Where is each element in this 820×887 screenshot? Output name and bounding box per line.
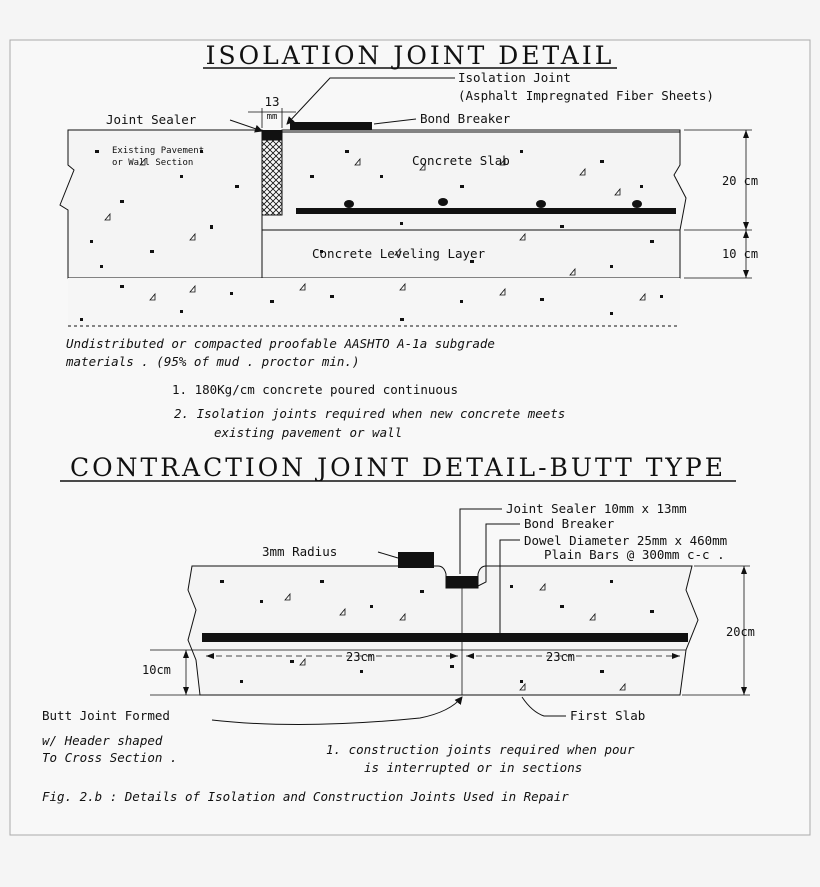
rebar-dot bbox=[632, 200, 642, 208]
dim-23cm-right: 23cm bbox=[546, 650, 575, 664]
dim-10cm-label: 10 cm bbox=[722, 247, 759, 261]
joint-sealer-2-label: Joint Sealer 10mm x 13mm bbox=[506, 501, 687, 516]
isolation-joint-label: Isolation Joint bbox=[458, 70, 571, 85]
joint-sealer-label: Joint Sealer bbox=[106, 112, 197, 127]
reinforcement-bar bbox=[296, 208, 676, 214]
rebar-dot bbox=[536, 200, 546, 208]
bond-breaker-label: Bond Breaker bbox=[420, 111, 511, 126]
concrete-slab-label: Concrete Slab bbox=[412, 153, 510, 168]
dim-20cm-label: 20 cm bbox=[722, 174, 759, 188]
dim-13-value: 13 bbox=[264, 94, 280, 109]
radius-block bbox=[398, 552, 434, 568]
concrete-slab bbox=[262, 130, 686, 230]
dowel-bar bbox=[202, 633, 688, 642]
subgrade-note-line1: Undistributed or compacted proofable AASHTO A-1a subgrade bbox=[66, 336, 495, 351]
isolation-note1: 1. 180Kg/cm concrete poured continuous bbox=[172, 382, 458, 397]
contraction-slab bbox=[188, 566, 698, 695]
contraction-title: CONTRACTION JOINT DETAIL-BUTT TYPE bbox=[70, 453, 726, 482]
contraction-note-line1: 1. construction joints required when pour bbox=[326, 742, 635, 757]
isolation-note2-line2: existing pavement or wall bbox=[214, 425, 403, 440]
joint-sealer-block-2 bbox=[446, 576, 478, 588]
isolation-note2-line1: 2. Isolation joints required when new concrete meets bbox=[174, 406, 566, 421]
joint-sealer-block bbox=[262, 130, 282, 140]
contraction-note-line2: is interrupted or in sections bbox=[364, 760, 583, 775]
subgrade-layer bbox=[68, 278, 680, 326]
first-slab-label: First Slab bbox=[570, 708, 646, 723]
dim-contraction-20cm-label: 20cm bbox=[726, 625, 755, 639]
butt-joint-label-line2: w/ Header shaped bbox=[42, 733, 163, 748]
butt-joint-label-line3: To Cross Section . bbox=[42, 750, 178, 765]
dim-contraction-10cm-label: 10cm bbox=[142, 663, 171, 677]
rebar-dot bbox=[344, 200, 354, 208]
isolation-joint-filler bbox=[262, 140, 282, 215]
isolation-joint-sublabel: (Asphalt Impregnated Fiber Sheets) bbox=[458, 88, 714, 103]
wall-section-label: or Wall Section bbox=[112, 158, 194, 168]
rebar-dot bbox=[438, 198, 448, 206]
isolation-title: ISOLATION JOINT DETAIL bbox=[205, 41, 615, 70]
existing-pavement-label: Existing Pavement bbox=[112, 146, 205, 156]
leveling-layer-label: Concrete Leveling Layer bbox=[312, 246, 486, 261]
subgrade-note-line2: materials . (95% of mud . proctor min.) bbox=[66, 354, 360, 369]
dim-23cm-left: 23cm bbox=[346, 650, 375, 664]
radius-label: 3mm Radius bbox=[262, 544, 338, 559]
butt-joint-label-line1: Butt Joint Formed bbox=[42, 708, 170, 723]
dim-13-unit: mm bbox=[266, 112, 278, 122]
figure-caption: Fig. 2.b : Details of Isolation and Construction Joints Used in Repair bbox=[42, 789, 569, 804]
bond-breaker-2-label: Bond Breaker bbox=[524, 516, 615, 531]
dowel-label-line1: Dowel Diameter 25mm x 460mm bbox=[524, 533, 728, 548]
dowel-label-line2: Plain Bars @ 300mm c-c . bbox=[544, 547, 725, 562]
